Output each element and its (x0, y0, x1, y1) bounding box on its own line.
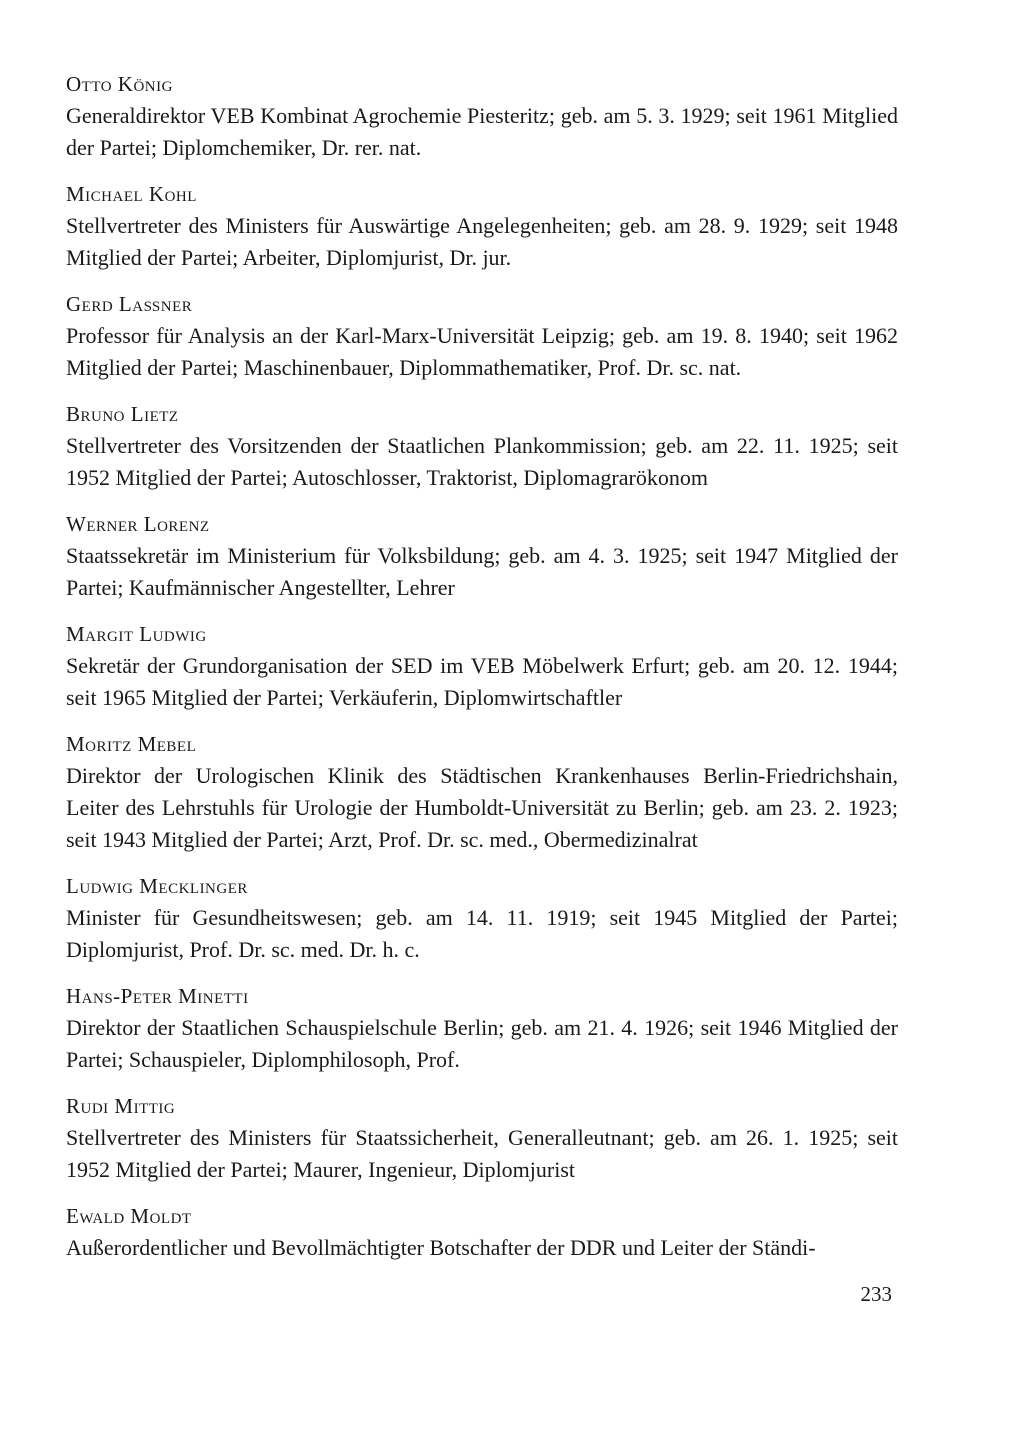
biography-entry (66, 728, 898, 856)
biography-entry (66, 398, 898, 494)
person-name: Ewald Moldt (66, 1204, 192, 1228)
person-description: Professor für Analysis an der Karl-Marx-Universität Leipzig; geb. am 19. 8. 1940; seit 1962 Mitglied der Partei; Maschinenbauer, Diplommathematiker, Prof. Dr. sc. nat. (66, 323, 898, 380)
biography-entry (66, 68, 898, 164)
biography-entry (66, 870, 898, 966)
person-description: Staatssekretär im Ministerium für Volksbildung; geb. am 4. 3. 1925; seit 1947 Mitglied der Partei; Kaufmännischer Angestellter, Lehrer (66, 543, 898, 600)
person-name: Michael Kohl (66, 182, 197, 206)
person-description: Stellvertreter des Vorsitzenden der Staatlichen Plankommission; geb. am 22. 11. 1925; seit 1952 Mitglied der Partei; Autoschlosser, Traktorist, Diplomagrarökonom (66, 433, 898, 490)
person-name: Rudi Mittig (66, 1094, 176, 1118)
biography-entry (66, 1090, 898, 1186)
person-description: Sekretär der Grundorganisation der SED im VEB Möbelwerk Erfurt; geb. am 20. 12. 1944; seit 1965 Mitglied der Partei; Verkäuferin, Diplomwirtschaftler (66, 653, 898, 710)
biography-entry (66, 178, 898, 274)
person-name: Otto König (66, 72, 173, 96)
person-description: Außerordentlicher und Bevollmächtigter Botschafter der DDR und Leiter der Ständi- (66, 1235, 816, 1260)
person-name: Margit Ludwig (66, 622, 207, 646)
person-description: Direktor der Staatlichen Schauspielschule Berlin; geb. am 21. 4. 1926; seit 1946 Mitglied der Partei; Schauspieler, Diplomphilosoph, Prof. (66, 1015, 898, 1072)
person-name: Hans-Peter Minetti (66, 984, 249, 1008)
document-page (66, 68, 898, 1278)
person-description: Minister für Gesundheitswesen; geb. am 14. 11. 1919; seit 1945 Mitglied der Partei; Diplomjurist, Prof. Dr. sc. med. Dr. h. c. (66, 905, 898, 962)
page-number: 233 (860, 1282, 892, 1306)
biography-entry (66, 980, 898, 1076)
person-name: Moritz Mebel (66, 732, 197, 756)
person-name: Gerd Laßner (66, 292, 193, 316)
person-description: Stellvertreter des Ministers für Staatssicherheit, Generalleutnant; geb. am 26. 1. 1925; seit 1952 Mitglied der Partei; Maurer, Ingenieur, Diplomjurist (66, 1125, 898, 1182)
person-name: Ludwig Mecklinger (66, 874, 248, 898)
person-name: Werner Lorenz (66, 512, 210, 536)
person-description: Stellvertreter des Ministers für Auswärtige Angelegenheiten; geb. am 28. 9. 1929; seit 1948 Mitglied der Partei; Arbeiter, Diplomjurist, Dr. jur. (66, 213, 898, 270)
biography-entry (66, 1200, 898, 1264)
biography-entry (66, 508, 898, 604)
person-description: Generaldirektor VEB Kombinat Agrochemie Piesteritz; geb. am 5. 3. 1929; seit 1961 Mitglied der Partei; Diplomchemiker, Dr. rer. nat. (66, 103, 898, 160)
biography-entry (66, 288, 898, 384)
person-description: Direktor der Urologischen Klinik des Städtischen Krankenhauses Berlin-Friedrichshain, Leiter des Lehrstuhls für Urologie der Humboldt-Universität zu Berlin; geb. am 23. 2. 1923; seit 1943 Mitglied der Partei; Arzt, Prof. Dr. sc. med., Obermedizinalrat (66, 763, 898, 852)
biography-entry (66, 618, 898, 714)
person-name: Bruno Lietz (66, 402, 179, 426)
